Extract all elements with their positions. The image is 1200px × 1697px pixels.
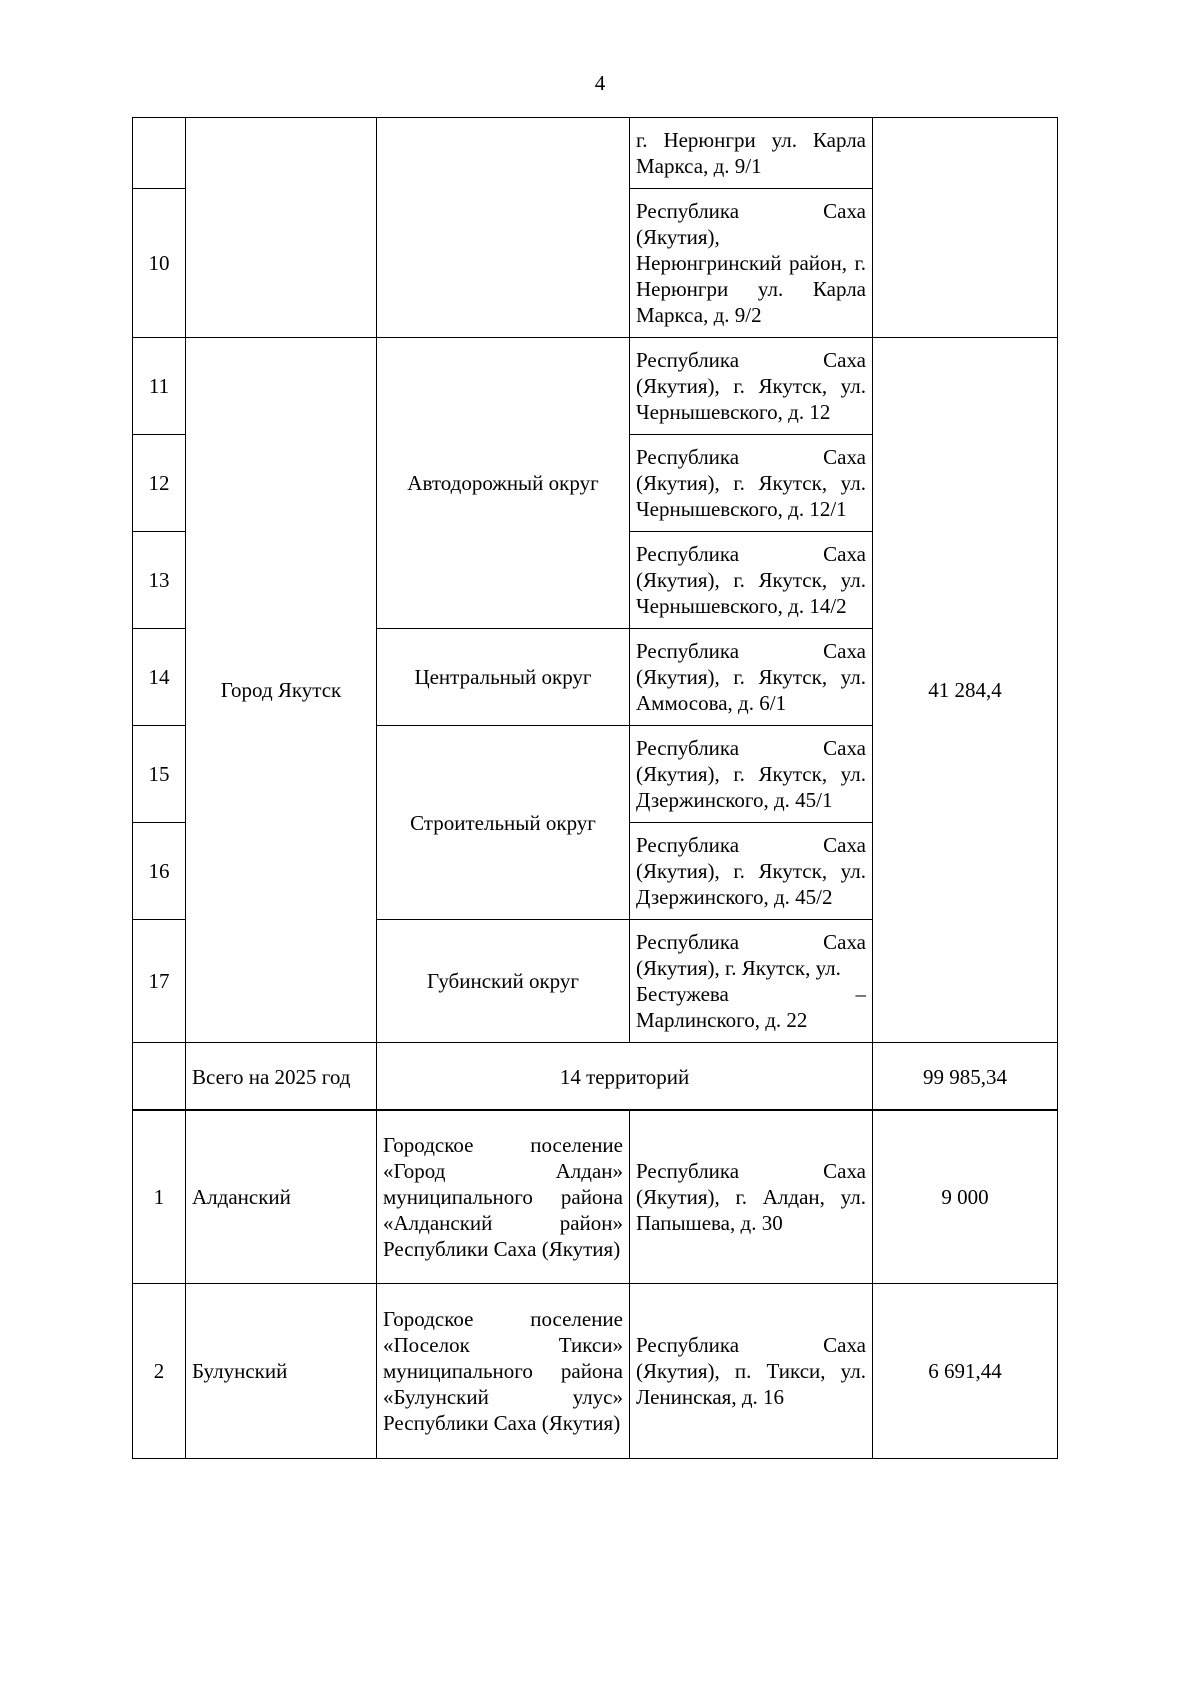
- address-cell: Республика Саха (Якутия), г. Якутск, ул. Чернышевского, д. 12/1: [630, 435, 873, 532]
- municipality-cell: Город Якутск: [186, 338, 377, 1043]
- address-line: Марлинского, д. 22: [636, 1008, 808, 1032]
- row-number-cell: 11: [133, 338, 186, 435]
- table-row: [133, 1284, 1058, 1459]
- table-row: [133, 118, 1058, 189]
- page-number: 4: [594, 71, 606, 95]
- address-line: Бестужева –: [636, 982, 866, 1006]
- address-cell: г. Нерюнгри ул. Карла Маркса, д. 9/1: [630, 118, 873, 189]
- distribution-table: [132, 117, 1058, 1111]
- address-cell: Республика Саха (Якутия), п. Тикси, ул. Ленинская, д. 16: [630, 1284, 873, 1459]
- amount-cell: 41 284,4: [873, 338, 1058, 1043]
- row-number-cell: 1: [133, 1110, 186, 1284]
- district-cell: [377, 118, 630, 338]
- amount-cell: 9 000: [873, 1110, 1058, 1284]
- municipality-cell: [186, 118, 377, 338]
- amount-cell: 6 691,44: [873, 1284, 1058, 1459]
- total-amount: 99 985,34: [873, 1043, 1058, 1111]
- row-number-cell: 10: [133, 189, 186, 338]
- distribution-table-2025: [132, 1109, 1058, 1459]
- address-line: Республика Саха (Якутия), г. Якутск, ул.: [636, 930, 866, 980]
- row-number-cell: [133, 1043, 186, 1111]
- address-cell: Республика Саха (Якутия), г. Алдан, ул. Папышева, д. 30: [630, 1110, 873, 1284]
- row-number-cell: [133, 118, 186, 189]
- amount-cell: [873, 118, 1058, 338]
- row-number-cell: 17: [133, 920, 186, 1043]
- total-row: [133, 1043, 1058, 1111]
- table-row: [133, 1110, 1058, 1284]
- address-cell: Республика Саха (Якутия), Нерюнгринский район, г. Нерюнгри ул. Карла Маркса, д. 9/2: [630, 189, 873, 338]
- region-cell: Алданский: [186, 1110, 377, 1284]
- settlement-cell: Городское поселение «Поселок Тикси» муниципального района «Булунский улус» Республики Саха (Якутия): [377, 1284, 630, 1459]
- district-cell: Губинский округ: [377, 920, 630, 1043]
- address-cell: Республика Саха (Якутия), г. Якутск, ул. Чернышевского, д. 14/2: [630, 532, 873, 629]
- row-number-cell: 14: [133, 629, 186, 726]
- district-cell: Строительный округ: [377, 726, 630, 920]
- row-number-cell: 13: [133, 532, 186, 629]
- address-cell: Республика Саха (Якутия), г. Якутск, ул. Аммосова, д. 6/1: [630, 629, 873, 726]
- address-cell: Республика Саха (Якутия), г. Якутск, ул. Чернышевского, д. 12: [630, 338, 873, 435]
- address-cell: Республика Саха (Якутия), г. Якутск, ул. Дзержинского, д. 45/2: [630, 823, 873, 920]
- total-label: Всего на 2025 год: [186, 1043, 377, 1111]
- region-cell: Булунский: [186, 1284, 377, 1459]
- row-number-cell: 2: [133, 1284, 186, 1459]
- row-number-cell: 15: [133, 726, 186, 823]
- row-number-cell: 12: [133, 435, 186, 532]
- settlement-cell: Городское поселение «Город Алдан» муниципального района «Алданский район» Республики Саха (Якутия): [377, 1110, 630, 1284]
- district-cell: Автодорожный округ: [377, 338, 630, 629]
- district-cell: Центральный округ: [377, 629, 630, 726]
- address-cell: [630, 920, 873, 1043]
- total-territories: 14 территорий: [377, 1043, 873, 1111]
- row-number-cell: 16: [133, 823, 186, 920]
- address-cell: Республика Саха (Якутия), г. Якутск, ул. Дзержинского, д. 45/1: [630, 726, 873, 823]
- table-row: [133, 338, 1058, 435]
